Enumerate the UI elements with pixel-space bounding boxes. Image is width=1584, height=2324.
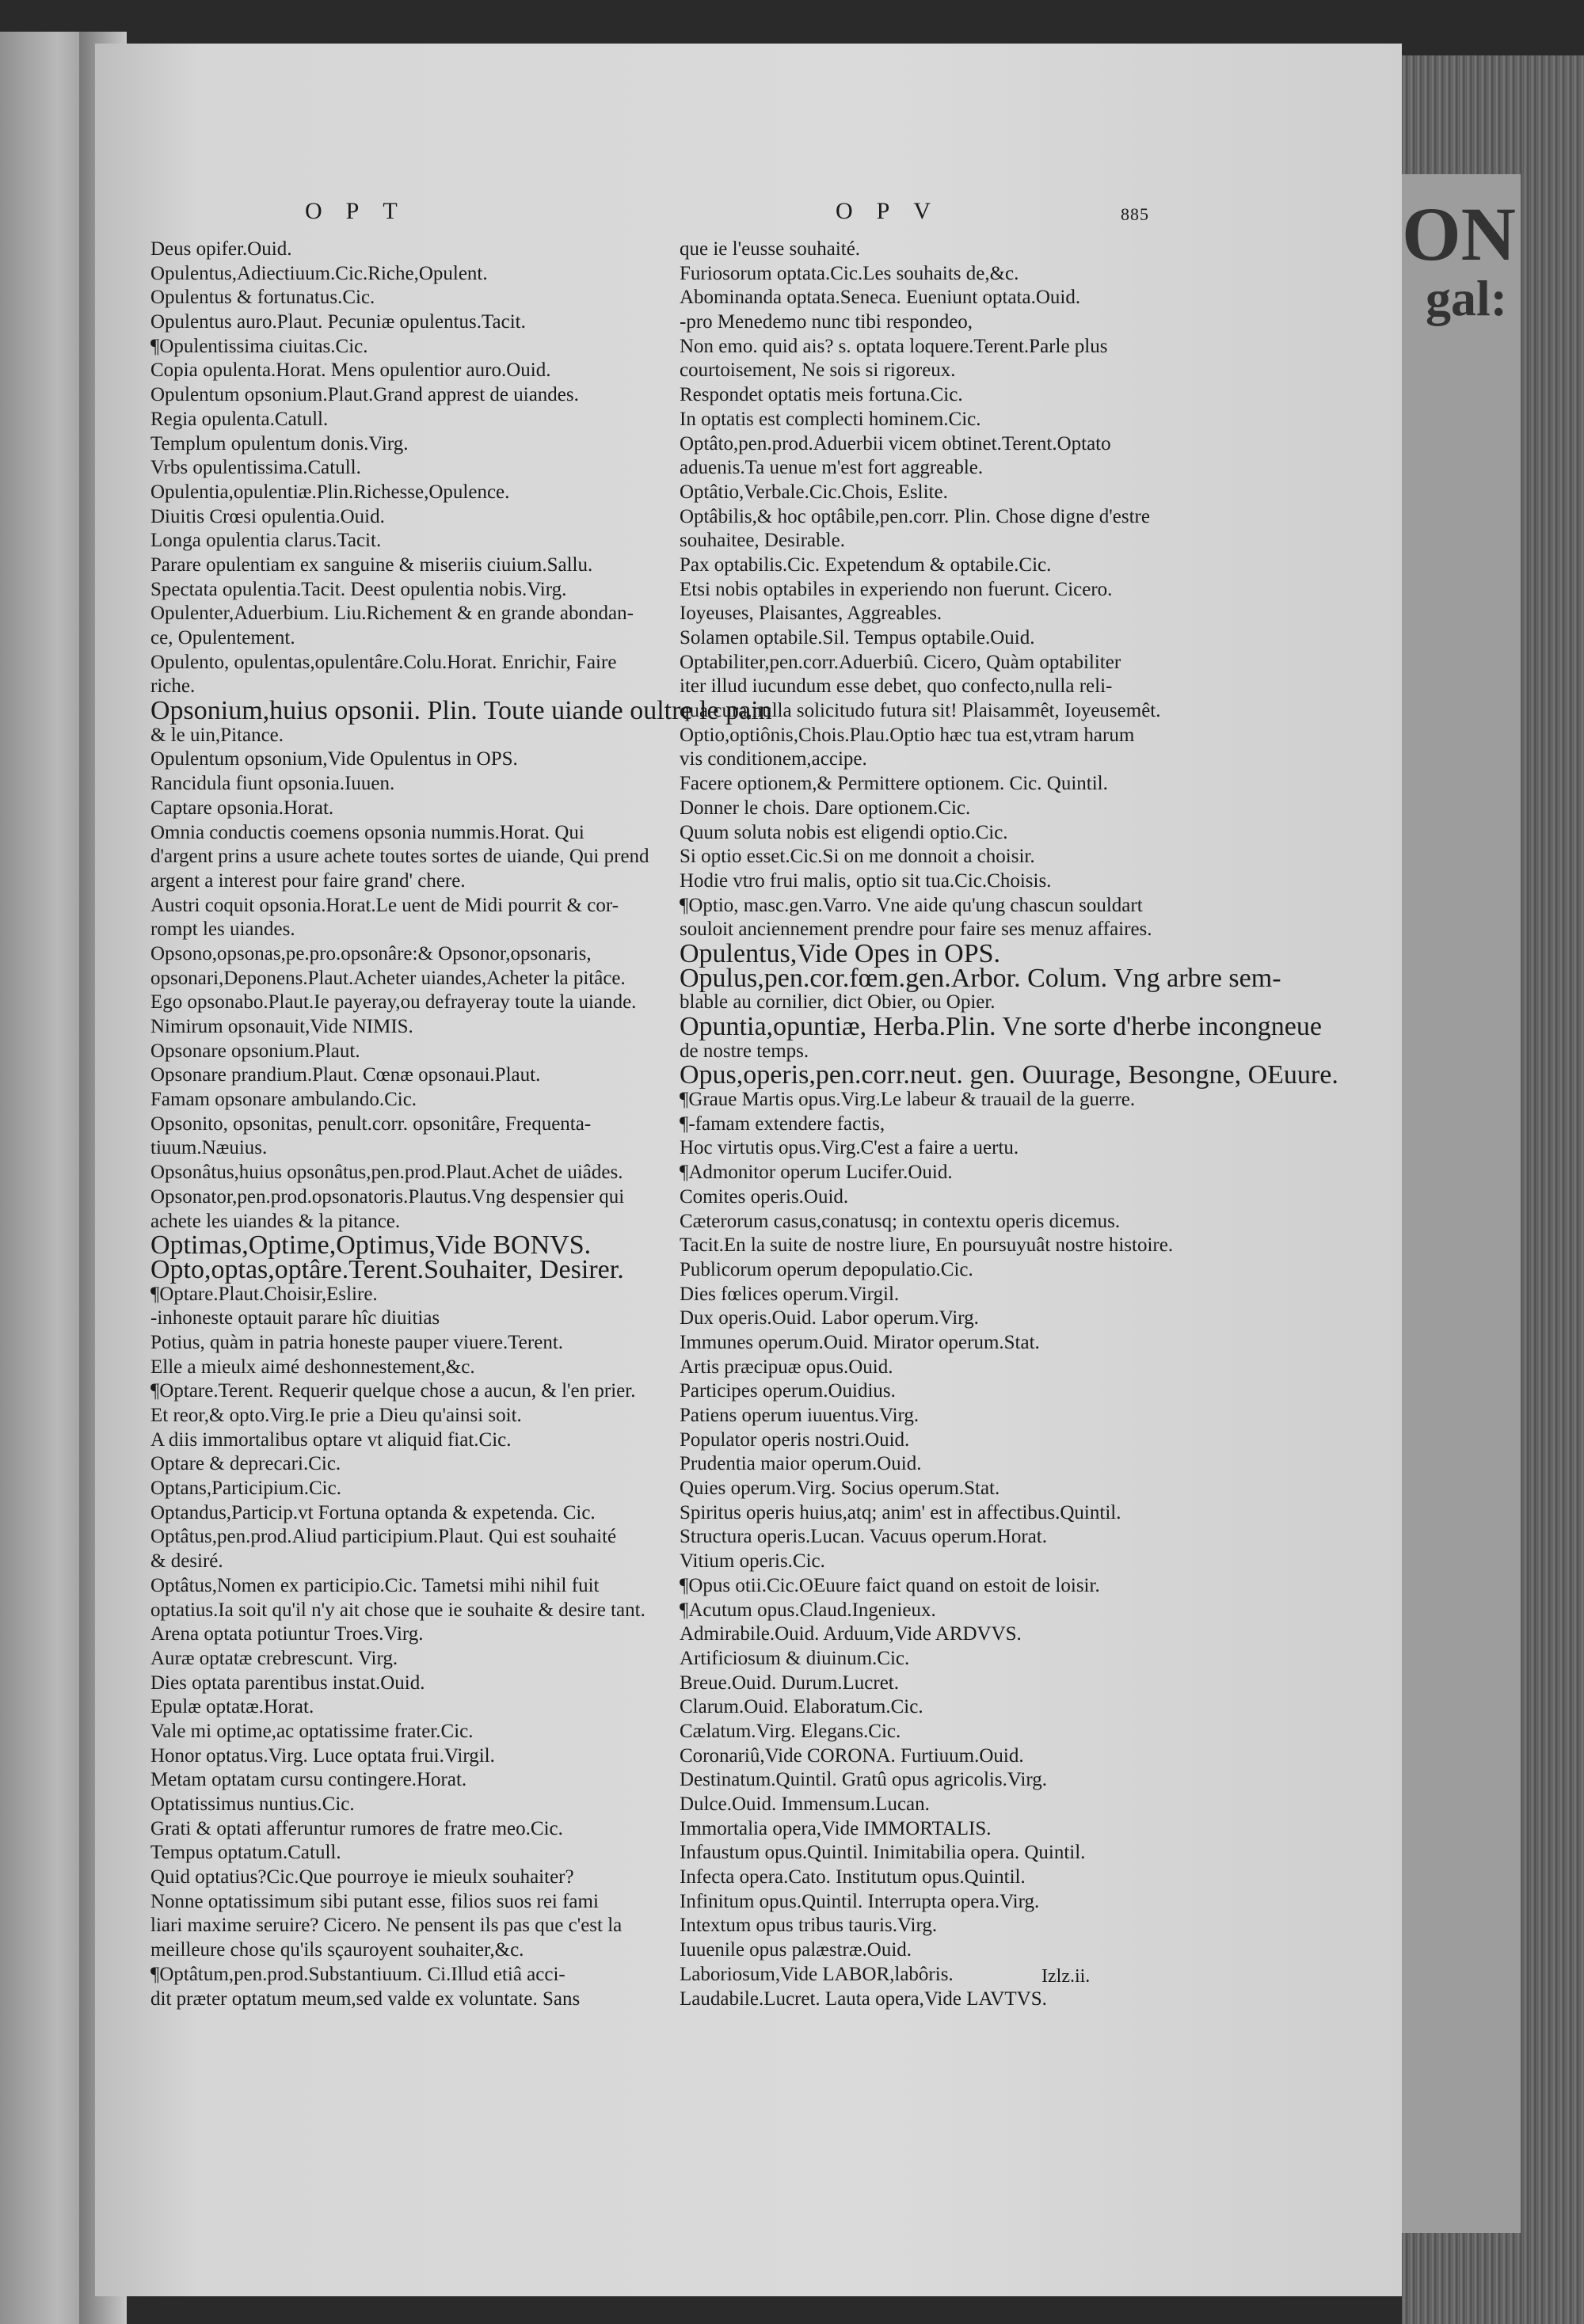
dictionary-line: Iuuenile opus palæstræ.Ouid. [680, 1939, 912, 1961]
dictionary-line: Optandus,Particip.vt Fortuna optanda & expetenda. Cic. [150, 1501, 596, 1523]
signature-mark: Izlz.ii. [1041, 1966, 1091, 1987]
dictionary-line: Ioyeuses, Plaisantes, Aggreables. [680, 603, 942, 625]
dictionary-line: Si optio esset.Cic.Si on me donnoit a choisir. [680, 846, 1035, 868]
dictionary-line: d'argent prins a usure achete toutes sortes de uiande, Qui prend [150, 846, 649, 868]
dictionary-line: Infaustum opus.Quintil. Inimitabilia opera. Quintil. [680, 1842, 1086, 1864]
dictionary-line: dit præter optatum meum,sed valde ex voluntate. Sans [150, 1987, 581, 2010]
dictionary-line: Spiritus operis huius,atq; anim' est in affectibus.Quintil. [680, 1501, 1121, 1523]
dictionary-line: Facere optionem,& Permittere optionem. Cic. Quintil. [680, 773, 1108, 795]
dictionary-line: Opulentus,Vide Opes in OPS. [680, 938, 1001, 968]
dictionary-line: Optâtus,Nomen ex participio.Cic. Tametsi mihi nihil fuit [150, 1574, 600, 1596]
dictionary-line: Hoc virtutis opus.Virg.C'est a faire a uertu. [680, 1137, 1019, 1159]
dictionary-line: Cæterorum casus,conatusq; in contextu operis dicemus. [680, 1210, 1121, 1232]
dictionary-line: Admirabile.Ouid. Arduum,Vide ARDVVS. [680, 1623, 1022, 1645]
dictionary-line: de nostre temps. [680, 1040, 809, 1062]
dictionary-line: Opulus,pen.cor.fœm.gen.Arbor. Colum. Vng arbre sem- [680, 963, 1281, 993]
dictionary-line: Spectata opulentia.Tacit. Deest opulentia nobis.Virg. [150, 578, 567, 600]
dictionary-line: Optâtio,Verbale.Cic.Chois, Eslite. [680, 481, 948, 503]
dictionary-line: & desiré. [150, 1550, 223, 1573]
dictionary-line: Diuitis Crœsi opulentia.Ouid. [150, 505, 385, 527]
dictionary-line: Auræ optatæ crebrescunt. Virg. [150, 1647, 398, 1669]
dictionary-line: Rancidula fiunt opsonia.Iuuen. [150, 773, 395, 795]
dictionary-line: Opus,operis,pen.corr.neut. gen. Ouurage, Besongne, OEuure. [680, 1060, 1338, 1090]
dictionary-line: Opsonium,huius opsonii. Plin. Toute uiande oultre le pain [150, 696, 772, 726]
dictionary-line: Epulæ optatæ.Horat. [150, 1696, 314, 1718]
dictionary-line: meilleure chose qu'ils sçauroyent souhaiter,&c. [150, 1939, 524, 1961]
dictionary-line: Breue.Ouid. Durum.Lucret. [680, 1672, 900, 1694]
dictionary-line: Hodie vtro frui malis, optio sit tua.Cic.Choisis. [680, 869, 1052, 892]
dictionary-line: & le uin,Pitance. [150, 724, 284, 746]
dictionary-line: Dux operis.Ouid. Labor operum.Virg. [680, 1307, 979, 1329]
dictionary-line: opsonari,Deponens.Plaut.Acheter uiandes,Acheter la pitâce. [150, 967, 626, 989]
dictionary-line: Optâtus,pen.prod.Aliud participium.Plaut. Qui est souhaité [150, 1526, 617, 1548]
dictionary-line: Ego opsonabo.Plaut.Ie payeray,ou defrayeray toute la uiande. [150, 991, 637, 1014]
dictionary-line: Opulentia,opulentiæ.Plin.Richesse,Opulence. [150, 481, 510, 503]
dictionary-line: Donner le chois. Dare optionem.Cic. [680, 797, 971, 819]
dictionary-line: Optatissimus nuntius.Cic. [150, 1793, 355, 1815]
dictionary-line: rompt les uiandes. [150, 919, 295, 941]
dictionary-line: Et reor,& opto.Virg.Ie prie a Dieu qu'ainsi soit. [150, 1405, 522, 1426]
dictionary-line: A diis immortalibus optare vt aliquid fiat.Cic. [150, 1428, 512, 1451]
dictionary-line: Optare & deprecari.Cic. [150, 1453, 341, 1475]
dictionary-line: Opulento, opulentas,opulentâre.Colu.Horat. Enrichir, Faire [150, 651, 617, 673]
dictionary-line: courtoisement, Ne sois si rigoreux. [680, 359, 956, 382]
dictionary-line: tiuum.Næuius. [150, 1137, 268, 1159]
dictionary-line: Arena optata potiuntur Troes.Virg. [150, 1623, 424, 1645]
dictionary-line: Respondet optatis meis fortuna.Cic. [680, 384, 963, 406]
dictionary-line: liari maxime seruire? Cicero. Ne pensent ils pas que c'est la [150, 1915, 623, 1937]
dictionary-line: Dies optata parentibus instat.Ouid. [150, 1672, 425, 1694]
dictionary-line: Populator operis nostri.Ouid. [680, 1428, 910, 1451]
dictionary-line: Abominanda optata.Seneca. Eueniunt optata.Ouid. [680, 287, 1081, 309]
dictionary-line: argent a interest pour faire grand' chere. [150, 869, 466, 892]
dictionary-line: Opsonator,pen.prod.opsonatoris.Plautus.Vng despensier qui [150, 1185, 625, 1208]
dictionary-line: achete les uiandes & la pitance. [150, 1210, 401, 1232]
dictionary-line: Etsi nobis optabiles in experiendo non fuerunt. Cicero. [680, 578, 1113, 600]
dictionary-line: Patiens operum iuuentus.Virg. [680, 1405, 920, 1426]
dictionary-line: Quies operum.Virg. Socius operum.Stat. [680, 1478, 1000, 1500]
dictionary-line: Opuntia,opuntiæ, Herba.Plin. Vne sorte d'herbe incongneue [680, 1012, 1322, 1041]
dictionary-line: Laudabile.Lucret. Lauta opera,Vide LAVTVS. [680, 1987, 1047, 2010]
dictionary-line: Dulce.Ouid. Immensum.Lucan. [680, 1793, 930, 1815]
dictionary-line: Optâto,pen.prod.Aduerbii vicem obtinet.Terent.Optato [680, 432, 1111, 455]
dictionary-line: Immortalia opera,Vide IMMORTALIS. [680, 1817, 992, 1839]
dictionary-line: Cælatum.Virg. Elegans.Cic. [680, 1720, 901, 1742]
edge-text-line1: ON [1402, 192, 1516, 276]
dictionary-line: Optabiliter,pen.corr.Aduerbiû. Cicero, Quàm optabiliter [680, 651, 1121, 673]
dictionary-line: Vitium operis.Cic. [680, 1550, 825, 1573]
dictionary-line: Omnia conductis coemens opsonia nummis.Horat. Qui [150, 821, 584, 843]
dictionary-line: ¶Opus otii.Cic.OEuure faict quand on estoit de loisir. [680, 1574, 1100, 1596]
dictionary-line: ¶Admonitor operum Lucifer.Ouid. [680, 1162, 953, 1184]
dictionary-line: Quid optatius?Cic.Que pourroye ie mieulx souhaiter? [150, 1866, 574, 1888]
dictionary-line: Opsonare prandium.Plaut. Cœnæ opsonaui.Plaut. [150, 1064, 541, 1086]
dictionary-line: Opulentus auro.Plaut. Pecuniæ opulentus.Tacit. [150, 311, 526, 333]
dictionary-line: vis conditionem,accipe. [680, 748, 867, 770]
dictionary-line: ¶Optare.Terent. Requerir quelque chose a aucun, & l'en prier. [150, 1380, 636, 1402]
running-head-left: OPT [305, 198, 421, 224]
dictionary-line: Pax optabilis.Cic. Expetendum & optabile.Cic. [680, 553, 1052, 576]
page-number: 885 [1121, 204, 1149, 224]
dictionary-line: Immunes operum.Ouid. Mirator operum.Stat. [680, 1331, 1040, 1353]
dictionary-line: Vrbs opulentissima.Catull. [150, 457, 361, 479]
dictionary-line: Tacit.En la suite de nostre liure, En poursuyuât nostre histoire. [680, 1234, 1174, 1257]
dictionary-line: Austri coquit opsonia.Horat.Le uent de Midi pourrit & cor- [150, 894, 619, 916]
dictionary-line: Participes operum.Ouidius. [680, 1380, 896, 1402]
dictionary-line: Optâbilis,& hoc optâbile,pen.corr. Plin. Chose digne d'estre [680, 505, 1150, 527]
dictionary-line: Captare opsonia.Horat. [150, 797, 334, 819]
dictionary-line: ¶Acutum opus.Claud.Ingenieux. [680, 1599, 936, 1621]
dictionary-line: Metam optatam cursu contingere.Horat. [150, 1769, 467, 1791]
dictionary-line: Longa opulentia clarus.Tacit. [150, 530, 382, 552]
running-head-right: OPV [836, 198, 955, 224]
dictionary-line: Famam opsonare ambulando.Cic. [150, 1089, 417, 1111]
dictionary-line: Opsonare opsonium.Plaut. [150, 1040, 360, 1062]
dictionary-line: Intextum opus tribus tauris.Virg. [680, 1915, 938, 1937]
dictionary-line: Dies fœlices operum.Virgil. [680, 1283, 900, 1305]
dictionary-line: que ie l'eusse souhaité. [680, 238, 861, 260]
dictionary-line: Potius, quàm in patria honeste pauper viuere.Terent. [150, 1331, 564, 1353]
dictionary-line: aduenis.Ta uenue m'est fort aggreable. [680, 457, 984, 479]
dictionary-line: Opsonito, opsonitas, penult.corr. opsonitâre, Frequenta- [150, 1113, 592, 1135]
dictionary-line: Opulentus & fortunatus.Cic. [150, 287, 375, 309]
dictionary-line: Optimas,Optime,Optimus,Vide BONVS. [150, 1230, 592, 1261]
dictionary-line: ¶Optare.Plaut.Choisir,Eslire. [150, 1283, 378, 1305]
dictionary-line: Optio,optiônis,Chois.Plau.Optio hæc tua est,vtram harum [680, 724, 1135, 746]
dictionary-line: Vale mi optime,ac optatissime frater.Cic. [150, 1720, 474, 1742]
dictionary-line: Elle a mieulx aimé deshonnestement,&c. [150, 1356, 475, 1378]
dictionary-line: ¶Graue Martis opus.Virg.Le labeur & trauail de la guerre. [680, 1089, 1136, 1111]
dictionary-line: Honor optatus.Virg. Luce optata frui.Virgil. [150, 1744, 495, 1767]
dictionary-line: ce, Opulentement. [150, 627, 295, 649]
dictionary-line: Opsono,opsonas,pe.pro.opsonâre:& Opsonor,opsonaris, [150, 942, 592, 964]
dictionary-line: Destinatum.Quintil. Gratû opus agricolis.Virg. [680, 1769, 1047, 1791]
dictionary-line: Nimirum opsonauit,Vide NIMIS. [150, 1016, 413, 1037]
dictionary-line: ¶Optâtum,pen.prod.Substantiuum. Ci.Illud etiâ acci- [150, 1963, 565, 1985]
dictionary-line: ¶Optio, masc.gen.Varro. Vne aide qu'ung chascun souldart [680, 894, 1143, 916]
dictionary-line: Clarum.Ouid. Elaboratum.Cic. [680, 1696, 923, 1718]
dictionary-line: Opto,optas,optâre.Terent.Souhaiter, Desirer. [150, 1254, 624, 1284]
dictionary-line: optatius.Ia soit qu'il n'y ait chose que ie souhaite & desire tant. [150, 1599, 645, 1621]
dictionary-line: Optans,Participium.Cic. [150, 1478, 341, 1500]
next-leaf-fragment [1402, 174, 1521, 2233]
dictionary-line: Nonne optatissimum sibi putant esse, filios suos rei fami [150, 1890, 599, 1912]
dictionary-line: Laboriosum,Vide LABOR,labôris. [680, 1963, 954, 1985]
dictionary-line: -inhoneste optauit parare hîc diuitias [150, 1307, 440, 1329]
dictionary-line: Quum soluta nobis est eligendi optio.Cic. [680, 821, 1008, 843]
dictionary-line: Deus opifer.Ouid. [150, 238, 292, 260]
dictionary-line: Solamen optabile.Sil. Tempus optabile.Ouid. [680, 627, 1035, 649]
dictionary-line: Non emo. quid ais? s. optata loquere.Terent.Parle plus [680, 335, 1108, 357]
dictionary-line: Opsonâtus,huius opsonâtus,pen.prod.Plaut.Achet de uiâdes. [150, 1162, 623, 1184]
dictionary-line: ¶-famam extendere factis, [680, 1113, 885, 1135]
dictionary-line: Opulentus,Adiectiuum.Cic.Riche,Opulent. [150, 262, 488, 284]
dictionary-line: Opulentum opsonium.Plaut.Grand apprest de uiandes. [150, 384, 579, 406]
right-column [680, 238, 1338, 2011]
dictionary-line: Furiosorum optata.Cic.Les souhaits de,&c. [680, 262, 1019, 284]
dictionary-line: Structura operis.Lucan. Vacuus operum.Horat. [680, 1526, 1047, 1548]
dictionary-line: Tempus optatum.Catull. [150, 1842, 341, 1864]
dictionary-line: -pro Menedemo nunc tibi respondeo, [680, 311, 973, 333]
dictionary-line: Templum opulentum donis.Virg. [150, 432, 409, 455]
dictionary-line: souloit anciennement prendre pour faire ses menuz affaires. [680, 919, 1152, 941]
dictionary-line: Parare opulentiam ex sanguine & miseriis ciuium.Sallu. [150, 553, 593, 576]
dictionary-line: ¶Opulentissima ciuitas.Cic. [150, 335, 368, 357]
dictionary-line: Infecta opera.Cato. Institutum opus.Quintil. [680, 1866, 1026, 1888]
dictionary-line: blable au cornilier, dict Obier, ou Opier. [680, 991, 996, 1014]
dictionary-line: Infinitum opus.Quintil. Interrupta opera.Virg. [680, 1890, 1040, 1912]
dictionary-line: Prudentia maior operum.Ouid. [680, 1453, 922, 1475]
dictionary-line: riche. [150, 675, 196, 698]
dictionary-line: Artificiosum & diuinum.Cic. [680, 1647, 910, 1669]
edge-text-line2: gal: [1426, 270, 1508, 326]
dictionary-line: souhaitee, Desirable. [680, 530, 845, 552]
dictionary-line: qua cura,nulla solicitudo futura sit! Plaisammêt, Ioyeusemêt. [680, 700, 1161, 722]
dictionary-line: Publicorum operum depopulatio.Cic. [680, 1258, 973, 1280]
dictionary-line: Opulenter,Aduerbium. Liu.Richement & en grande abondan- [150, 603, 634, 625]
dictionary-line: In optatis est complecti hominem.Cic. [680, 408, 981, 430]
dictionary-line: Coronariû,Vide CORONA. Furtiuum.Ouid. [680, 1744, 1024, 1767]
dictionary-line: Artis præcipuæ opus.Ouid. [680, 1356, 893, 1378]
dictionary-line: Opulentum opsonium,Vide Opulentus in OPS. [150, 748, 518, 770]
dictionary-line: Copia opulenta.Horat. Mens opulentior auro.Ouid. [150, 359, 551, 382]
dictionary-line: Comites operis.Ouid. [680, 1185, 849, 1208]
dictionary-line: Grati & optati afferuntur rumores de fratre meo.Cic. [150, 1817, 563, 1839]
dictionary-line: Regia opulenta.Catull. [150, 408, 329, 430]
dictionary-line: iter illud iucundum esse debet, quo confecto,nulla reli- [680, 675, 1113, 698]
